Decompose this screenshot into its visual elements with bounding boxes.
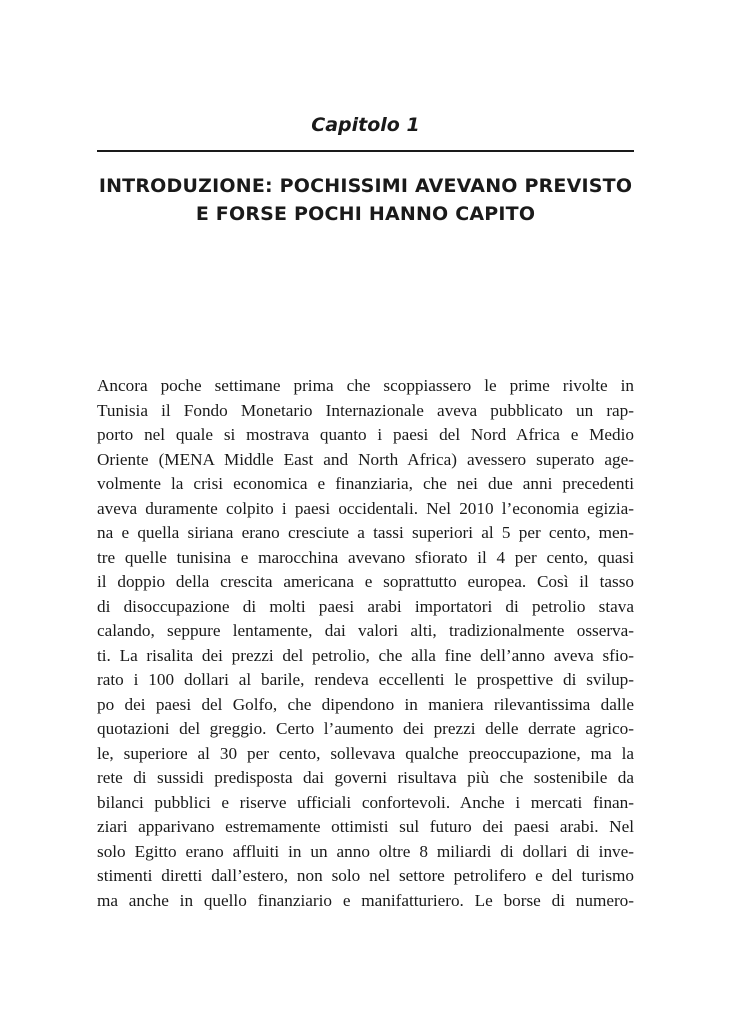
chapter-title [97, 172, 634, 228]
text-line: il doppio della crescita americana e soprattutto europea. Così il tasso [97, 572, 634, 591]
chapter-title-line: INTRODUZIONE: POCHISSIMI AVEVANO PREVISTO [98, 175, 633, 197]
chapter-label: Capitolo 1 [311, 114, 420, 136]
text-line: rete di sussidi predisposta dai governi risultava più che sostenibile da [97, 768, 634, 787]
body-paragraph [97, 374, 634, 913]
text-line: solo Egitto erano affluiti in un anno oltre 8 miliardi di dollari di inve- [97, 841, 634, 861]
text-line: porto nel quale si mostrava quanto i paesi del Nord Africa e Medio [97, 425, 634, 444]
chapter-divider [97, 150, 634, 152]
text-line: Tunisia il Fondo Monetario Internazionale aveva pubblicato un rap- [97, 400, 634, 420]
text-line: bilanci pubblici e riserve ufficiali confortevoli. Anche i mercati finan- [97, 792, 634, 812]
text-line: le, superiore al 30 per cento, sollevava qualche preoccupazione, ma la [97, 743, 634, 763]
text-line: ti. La risalita dei prezzi del petrolio, che alla fine dell’anno aveva sfio- [97, 645, 634, 665]
text-line: ziari apparivano estremamente ottimisti sul futuro dei paesi arabi. Nel [97, 817, 634, 836]
text-line: aveva duramente colpito i paesi occidentali. Nel 2010 l’economia egizia- [97, 498, 634, 518]
text-line: rato i 100 dollari al barile, rendeva eccellenti le prospettive di svilup- [97, 670, 634, 689]
text-line: volmente la crisi economica e finanziaria, che nei due anni precedenti [97, 474, 634, 493]
chapter-title-line: E FORSE POCHI HANNO CAPITO [195, 203, 536, 225]
text-line: na e quella siriana erano cresciute a tassi superiori al 5 per cento, men- [97, 523, 634, 542]
text-line: stimenti diretti dall’estero, non solo nel settore petrolifero e del turismo [97, 866, 634, 885]
text-line: calando, seppure lentamente, dai valori alti, tradizionalmente osserva- [97, 621, 634, 640]
text-line: di disoccupazione di molti paesi arabi importatori di petrolio stava [97, 596, 634, 616]
text-line: tre quelle tunisina e marocchina avevano sfiorato il 4 per cento, quasi [97, 547, 634, 567]
text-line: Oriente (MENA Middle East and North Africa) avessero superato age- [97, 449, 634, 469]
text-line: ma anche in quello finanziario e manifatturiero. Le borse di numero- [97, 890, 634, 910]
text-line: Ancora poche settimane prima che scoppiassero le prime rivolte in [97, 376, 634, 395]
text-line: quotazioni del greggio. Certo l’aumento dei prezzi delle derrate agrico- [97, 719, 634, 738]
text-line: po dei paesi del Golfo, che dipendono in maniera rilevantissima dalle [97, 694, 634, 714]
